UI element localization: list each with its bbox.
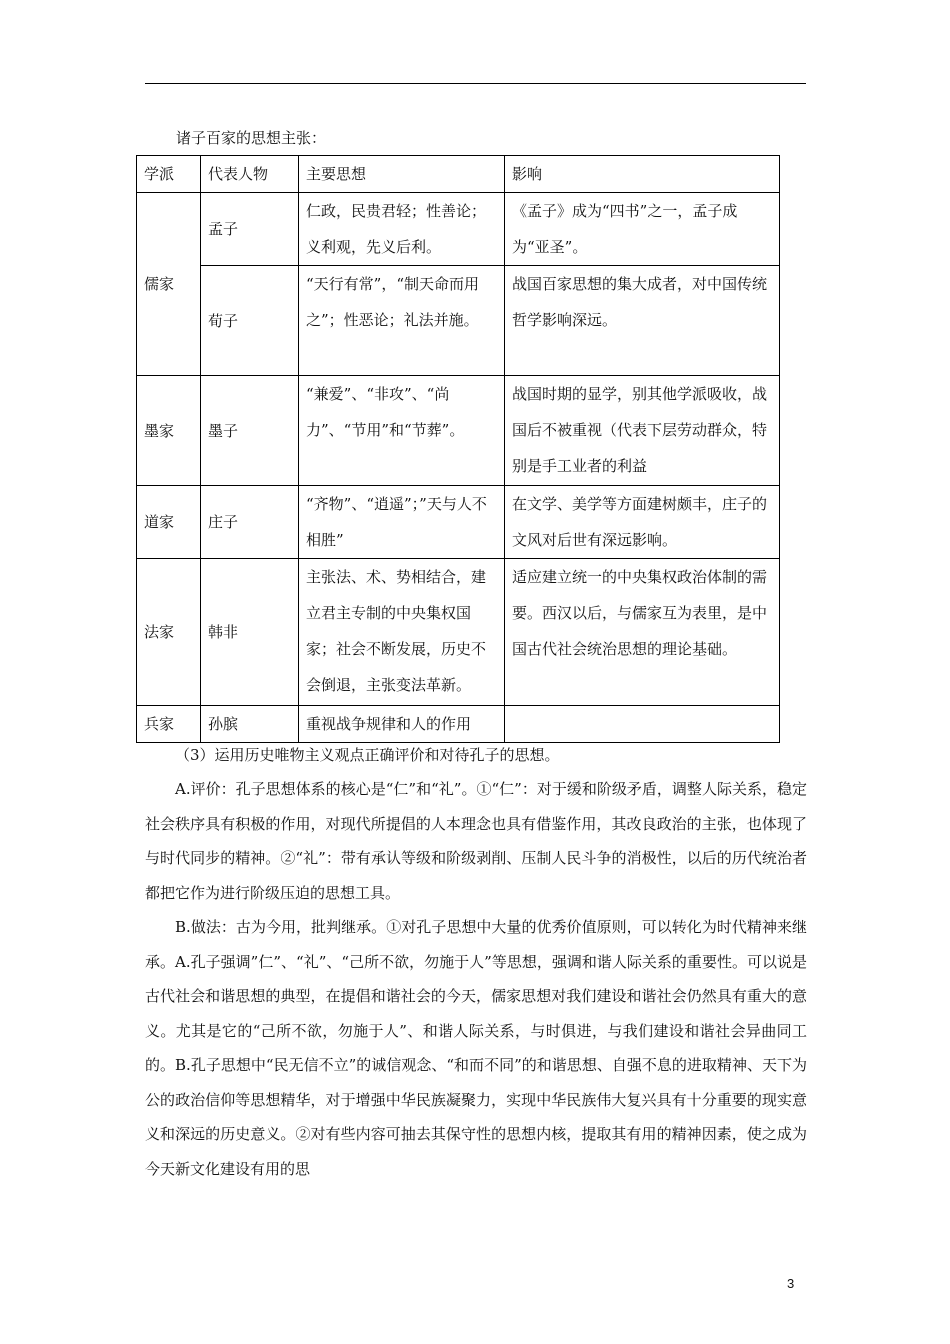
table-row — [137, 193, 780, 266]
thought-cell: 重视战争规律和人的作用 — [299, 706, 505, 743]
thought-cell: “兼爱”、“非攻”、“尚力”、“节用”和“节葬”。 — [299, 376, 505, 486]
person-cell: 墨子 — [201, 376, 299, 486]
table-row — [137, 266, 780, 376]
school-cell: 墨家 — [137, 376, 201, 486]
section-3-heading: （3）运用历史唯物主义观点正确评价和对待孔子的思想。 — [175, 746, 560, 764]
influence-cell — [505, 706, 780, 743]
evaluation-paragraph: A.评价：孔子思想体系的核心是“仁”和“礼”。①“仁”：对于缓和阶级矛盾，调整人际关系，稳定社会秩序具有积极的作用，对现代所提倡的人本理念也具有借鉴作用，其改良政治的主张，也体现了与时代同步的精神。②“礼”：带有承认等级和阶级剥削、压制人民斗争的消极性，以后的历代统治者都把它作为进行阶级压迫的思想工具。 — [145, 780, 807, 902]
thought-cell: “天行有常”，“制天命而用之”；性恶论；礼法并施。 — [299, 266, 505, 376]
influence-cell: 适应建立统一的中央集权政治体制的需要。西汉以后，与儒家互为表里，是中国古代社会统治思想的理论基础。 — [505, 559, 780, 706]
approach-paragraph: B.做法：古为今用，批判继承。①对孔子思想中大量的优秀价值原则，可以转化为时代精神来继承。A.孔子强调”仁”、“礼”、“己所不欲，勿施于人”等思想，强调和谐人际关系的重要性。可以说是古代社会和谐思想的典型，在提倡和谐社会的今天，儒家思想对我们建设和谐社会仍然具有重大的意义。尤其是它的“己所不欲，勿施于人”、和谐人际关系，与时俱进，与我们建设和谐社会异曲同工的。B.孔子思想中“民无信不立”的诚信观念、“和而不同”的和谐思想、自强不息的进取精神、天下为公的政治信仰等思想精华，对于增强中华民族凝聚力，实现中华民族伟大复兴具有十分重要的现实意义和深远的历史意义。②对有些内容可抽去其保守性的思想内核，提取其有用的精神因素，使之成为今天新文化建设有用的思 — [145, 918, 807, 1178]
person-cell: 韩非 — [201, 559, 299, 706]
person-cell: 庄子 — [201, 486, 299, 559]
influence-cell: 战国百家思想的集大成者，对中国传统哲学影响深远。 — [505, 266, 780, 376]
header-person: 代表人物 — [201, 156, 299, 193]
school-cell: 道家 — [137, 486, 201, 559]
table-row — [137, 486, 780, 559]
header-thought: 主要思想 — [299, 156, 505, 193]
school-cell: 儒家 — [137, 193, 201, 376]
influence-cell: 《孟子》成为“四书”之一，孟子成为“亚圣”。 — [505, 193, 780, 266]
schools-table — [136, 155, 780, 743]
influence-cell: 战国时期的显学，别其他学派吸收，战国后不被重视（代表下层劳动群众，特别是手工业者的利益 — [505, 376, 780, 486]
table-header-row — [137, 156, 780, 193]
table-row — [137, 376, 780, 486]
influence-cell: 在文学、美学等方面建树颇丰，庄子的文风对后世有深远影响。 — [505, 486, 780, 559]
thought-cell: 主张法、术、势相结合，建立君主专制的中央集权国家；社会不断发展，历史不会倒退，主张变法革新。 — [299, 559, 505, 706]
table-caption: 诸子百家的思想主张： — [176, 129, 327, 147]
school-cell: 法家 — [137, 559, 201, 706]
table-row — [137, 559, 780, 706]
person-cell: 荀子 — [201, 266, 299, 376]
header-school: 学派 — [137, 156, 201, 193]
thought-cell: 仁政，民贵君轻；性善论；义利观，先义后利。 — [299, 193, 505, 266]
page-number: 3 — [787, 1276, 795, 1291]
header-influence: 影响 — [505, 156, 780, 193]
school-cell: 兵家 — [137, 706, 201, 743]
person-cell: 孟子 — [201, 193, 299, 266]
header-rule — [145, 83, 806, 84]
table-row — [137, 706, 780, 743]
person-cell: 孙膑 — [201, 706, 299, 743]
thought-cell: “齐物”、“逍遥”；”天与人不相胜” — [299, 486, 505, 559]
